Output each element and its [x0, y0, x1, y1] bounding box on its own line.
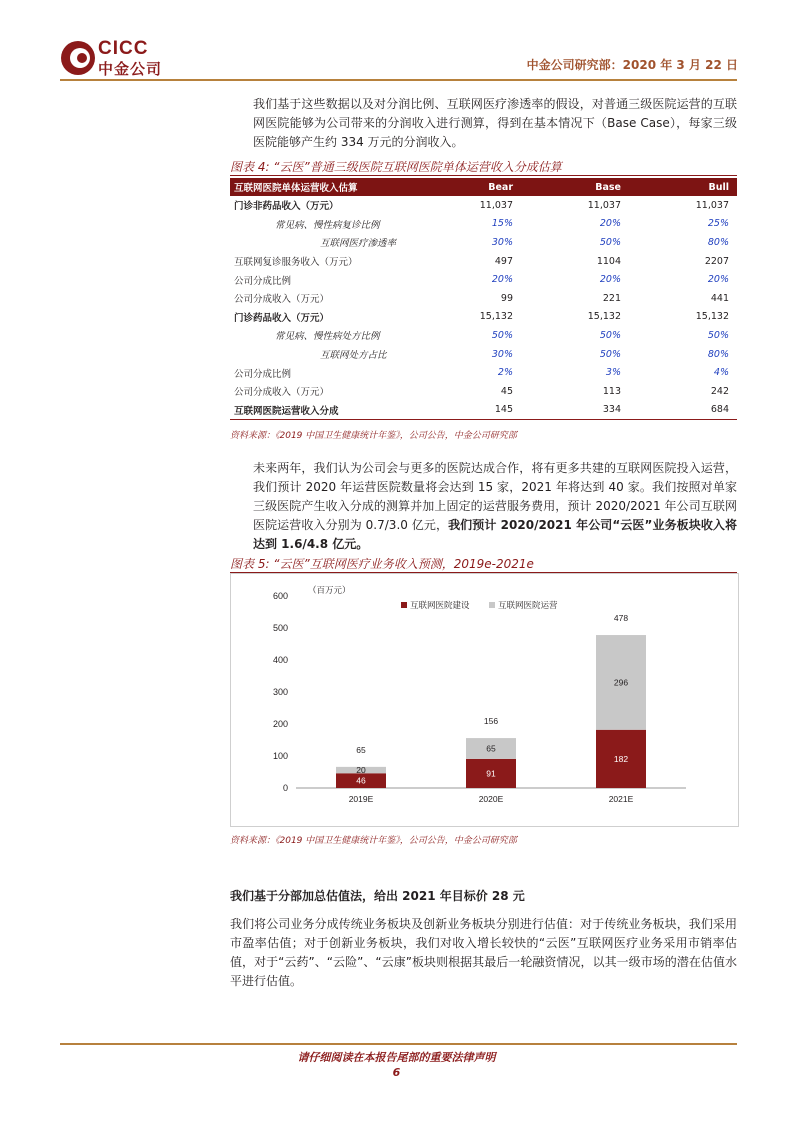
- table-row: [230, 326, 737, 345]
- legend-swatch: [489, 602, 495, 608]
- table-row: [230, 345, 737, 364]
- cell-base: 11,037: [587, 199, 621, 211]
- page-number: 6: [392, 1066, 401, 1079]
- x-tick-label: 2020E: [478, 794, 504, 804]
- bar-data-label: 20: [356, 765, 366, 776]
- table-row: [230, 289, 737, 308]
- cicc-logo-icon: [60, 38, 96, 78]
- cell-bull: 684: [629, 401, 737, 420]
- row-label: 互联网医院运营收入分成: [230, 401, 413, 420]
- section-heading: 我们基于分部加总估值法，给出 2021 年目标价 28 元: [230, 889, 525, 903]
- table-header-bull: Bull: [629, 178, 737, 196]
- table-row: [230, 363, 737, 382]
- legend-swatch: [401, 602, 407, 608]
- figure4-rule: [230, 175, 737, 176]
- cell-base: 221: [602, 292, 621, 304]
- revenue-forecast-chart: [231, 574, 736, 824]
- table-row: [230, 382, 737, 401]
- cell-bull: 242: [710, 385, 729, 397]
- figure4-source: 资料来源：《2019 中国卫生健康统计年鉴》，公司公告，中金公司研究部: [230, 431, 517, 441]
- cell-bear: 2%: [497, 367, 513, 379]
- cell-bear: 497: [494, 255, 513, 267]
- row-label: 常见病、慢性病处方比例: [275, 331, 380, 343]
- table-row: [230, 215, 737, 234]
- cell-base: 1104: [596, 255, 621, 267]
- table-header-base: Base: [521, 178, 629, 196]
- bar-data-label: 91: [486, 768, 496, 779]
- cell-bear: 11,037: [479, 199, 513, 211]
- cell-bear: 50%: [491, 329, 513, 341]
- row-label: 门诊药品收入（万元）: [234, 312, 330, 324]
- row-label: 门诊非药品收入（万元）: [234, 201, 339, 213]
- table-row: [230, 252, 737, 271]
- cell-bull: 4%: [713, 367, 729, 379]
- header-divider: [60, 79, 737, 81]
- table-row: [230, 270, 737, 289]
- cell-bear: 15,132: [479, 311, 513, 323]
- table-header-row: [230, 178, 737, 196]
- legend-label: 互联网医院建设: [410, 600, 470, 610]
- y-tick-label: 200: [272, 719, 288, 729]
- logo-wordmark: CICC: [98, 38, 149, 59]
- header-date: 中金公司研究部：2020 年 3 月 22 日: [526, 58, 738, 72]
- cell-base: 20%: [599, 218, 621, 230]
- cell-base: 50%: [599, 329, 621, 341]
- cell-base: 3%: [605, 367, 621, 379]
- row-label: 常见病、慢性病复诊比例: [275, 219, 380, 231]
- row-label: 公司分成比例: [234, 368, 292, 380]
- cell-bull: 2207: [704, 255, 729, 267]
- section-paragraph: 我们将公司业务分成传统业务板块及创新业务板块分别进行估值：对于传统业务板块，我们采用市盈率估值；对于创新业务板块，我们对收入增长较快的“云医”互联网医疗业务采用市销率估值，对于“云药”、“云险”、“云康”板块则根据其最后一轮融资情况，以其一级市场的潜在估值水平进行估值。: [230, 917, 737, 988]
- table-row: [230, 401, 737, 420]
- cell-bear: 20%: [491, 274, 513, 286]
- figure5-title: 图表 5: “云医”互联网医疗业务收入预测，2019e-2021e: [230, 557, 534, 571]
- bar-data-label: 46: [356, 775, 366, 786]
- cell-base: 20%: [599, 274, 621, 286]
- cell-bull: 20%: [707, 274, 729, 286]
- y-tick-label: 0: [282, 783, 288, 793]
- intro-paragraph: 我们基于这些数据以及对分润比例、互联网医疗渗透率的假设，对普通三级医院运营的互联网医院能够为公司带来的分润收入进行测算，得到在基本情况下（Base Case），每家三级医院能够产生约 334 万元的分润收入。: [253, 97, 737, 149]
- cell-bear: 45: [500, 385, 513, 397]
- bar-total-label: 156: [483, 716, 499, 727]
- cell-bull: 50%: [707, 329, 729, 341]
- cell-bull: 25%: [707, 218, 729, 230]
- bar-total-label: 65: [356, 744, 366, 755]
- cell-bear: 15%: [491, 218, 513, 230]
- forecast-paragraph: [253, 459, 737, 554]
- revenue-share-table: [230, 178, 737, 420]
- cell-bull: 80%: [707, 348, 729, 360]
- x-tick-label: 2019E: [348, 794, 374, 804]
- legal-notice: 请仔细阅读在本报告尾部的重要法律声明: [297, 1051, 496, 1064]
- cell-base: 50%: [599, 348, 621, 360]
- cell-bull: 15,132: [695, 311, 729, 323]
- cell-bear: 99: [500, 292, 513, 304]
- cell-base: 113: [602, 385, 621, 397]
- x-tick-label: 2021E: [608, 794, 634, 804]
- figure4-title: 图表 4: “云医”普通三级医院互联网医院单体运营收入分成估算: [230, 160, 562, 174]
- unit-label: （百万元）: [308, 585, 351, 595]
- y-tick-label: 300: [272, 687, 288, 697]
- bar-data-label: 65: [486, 743, 496, 754]
- table-header-bear: Bear: [413, 178, 521, 196]
- cell-base: 334: [521, 401, 629, 420]
- table-row: [230, 196, 737, 215]
- forecast-bold-conclusion: 我们预计 2020/2021 年公司“云医”业务板块收入将达到 1.6/4.8 亿元。: [253, 518, 738, 551]
- cell-bear: 30%: [491, 236, 513, 248]
- table-header-label: 互联网医院单体运营收入估算: [230, 178, 413, 196]
- bar-data-label: 296: [613, 677, 629, 688]
- table-row: [230, 233, 737, 252]
- logo-cn-name: 中金公司: [98, 60, 163, 78]
- table-row: [230, 308, 737, 327]
- figure5-source: 资料来源：《2019 中国卫生健康统计年鉴》，公司公告，中金公司研究部: [230, 836, 517, 846]
- y-tick-label: 500: [272, 623, 288, 633]
- row-label: 互联网医疗渗透率: [320, 238, 397, 250]
- footer-divider: [60, 1043, 737, 1045]
- row-label: 公司分成收入（万元）: [234, 387, 330, 399]
- row-label: 公司分成比例: [234, 275, 292, 287]
- row-label: 公司分成收入（万元）: [234, 294, 330, 306]
- row-label: 互联网复诊服务收入（万元）: [234, 257, 358, 269]
- forecast-text: 未来两年，我们认为公司会与更多的医院达成合作，将有更多共建的互联网医院投入运营，我们预计 2020 年运营医院数量将会达到 15 家，2021 年将达到 40 家。我们按照对单家三级医院产生收入分成的测算并加上固定的运营服务费用，预计 2020/2021 年公司互联网医院运营收入分别为 0.7/3.0 亿元，: [253, 461, 737, 532]
- legend-label: 互联网医院运营: [498, 600, 558, 610]
- cell-bear: 145: [413, 401, 521, 420]
- bar-data-label: 182: [613, 753, 629, 764]
- cell-bull: 11,037: [695, 199, 729, 211]
- y-tick-label: 100: [272, 751, 288, 761]
- y-tick-label: 400: [272, 655, 288, 665]
- cell-base: 50%: [599, 236, 621, 248]
- cell-bull: 80%: [707, 236, 729, 248]
- cell-bull: 441: [710, 292, 729, 304]
- cell-base: 15,132: [587, 311, 621, 323]
- bar-total-label: 478: [613, 613, 629, 624]
- cell-bear: 30%: [491, 348, 513, 360]
- y-tick-label: 600: [272, 591, 288, 601]
- row-label: 互联网处方占比: [320, 350, 387, 362]
